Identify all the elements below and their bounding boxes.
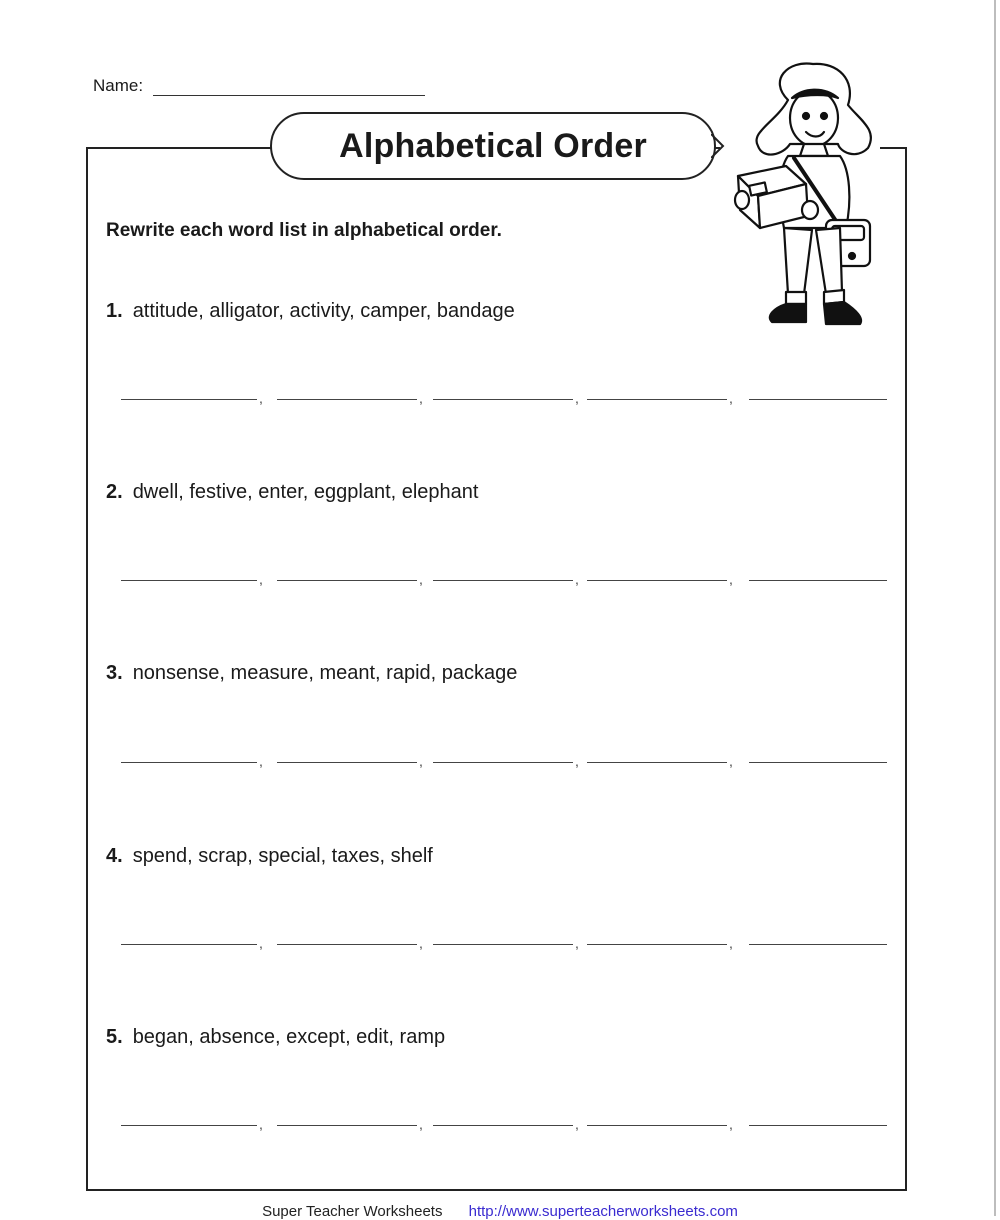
comma-separator: , bbox=[729, 753, 733, 769]
answer-blank[interactable] bbox=[587, 931, 727, 945]
comma-separator: , bbox=[575, 753, 579, 769]
mail-carrier-illustration bbox=[728, 60, 888, 340]
comma-separator: , bbox=[729, 935, 733, 951]
comma-separator: , bbox=[729, 571, 733, 587]
answer-blank[interactable] bbox=[749, 567, 887, 581]
comma-separator: , bbox=[259, 571, 263, 587]
answer-blank[interactable] bbox=[587, 749, 727, 763]
question-number: 4. bbox=[106, 845, 123, 867]
question-5 bbox=[106, 1026, 445, 1049]
question-words: dwell, festive, enter, eggplant, elephant bbox=[132, 481, 479, 503]
comma-separator: , bbox=[575, 390, 579, 406]
answer-blank[interactable] bbox=[277, 1112, 417, 1126]
question-1 bbox=[106, 300, 515, 323]
comma-separator: , bbox=[259, 1116, 263, 1132]
footer-site-name: Super Teacher Worksheets bbox=[262, 1203, 443, 1220]
answer-blank[interactable] bbox=[587, 1112, 727, 1126]
answer-blank[interactable] bbox=[433, 749, 573, 763]
comma-separator: , bbox=[419, 1116, 423, 1132]
page-edge bbox=[994, 0, 996, 1216]
worksheet-title: Alphabetical Order bbox=[270, 112, 716, 180]
answer-blank[interactable] bbox=[121, 567, 257, 581]
question-number: 1. bbox=[106, 300, 123, 322]
comma-separator: , bbox=[259, 390, 263, 406]
instruction-text: Rewrite each word list in alphabetical order. bbox=[106, 220, 502, 241]
page-footer bbox=[0, 1203, 1000, 1220]
name-input-line[interactable] bbox=[153, 77, 425, 96]
answer-blank[interactable] bbox=[277, 567, 417, 581]
comma-separator: , bbox=[419, 571, 423, 587]
answer-blank[interactable] bbox=[433, 931, 573, 945]
comma-separator: , bbox=[419, 390, 423, 406]
answer-blank[interactable] bbox=[587, 567, 727, 581]
question-number: 2. bbox=[106, 481, 123, 503]
question-number: 5. bbox=[106, 1026, 123, 1048]
answer-blank[interactable] bbox=[433, 567, 573, 581]
question-3 bbox=[106, 662, 517, 685]
title-arrow-icon bbox=[711, 134, 725, 158]
name-row bbox=[93, 76, 425, 96]
answer-blank[interactable] bbox=[749, 1112, 887, 1126]
answer-blank[interactable] bbox=[121, 931, 257, 945]
comma-separator: , bbox=[259, 935, 263, 951]
answer-blank[interactable] bbox=[277, 749, 417, 763]
comma-separator: , bbox=[575, 571, 579, 587]
comma-separator: , bbox=[259, 753, 263, 769]
answer-blank[interactable] bbox=[749, 386, 887, 400]
question-number: 3. bbox=[106, 662, 123, 684]
answer-blank[interactable] bbox=[433, 1112, 573, 1126]
answer-blank[interactable] bbox=[121, 749, 257, 763]
question-words: attitude, alligator, activity, camper, bandage bbox=[132, 300, 515, 322]
comma-separator: , bbox=[419, 753, 423, 769]
comma-separator: , bbox=[729, 390, 733, 406]
comma-separator: , bbox=[729, 1116, 733, 1132]
question-words: began, absence, except, edit, ramp bbox=[132, 1026, 446, 1048]
footer-url-link[interactable]: http://www.superteacherworksheets.com bbox=[468, 1203, 738, 1220]
answer-blank[interactable] bbox=[121, 1112, 257, 1126]
comma-separator: , bbox=[575, 1116, 579, 1132]
question-words: spend, scrap, special, taxes, shelf bbox=[132, 845, 433, 867]
comma-separator: , bbox=[419, 935, 423, 951]
comma-separator: , bbox=[575, 935, 579, 951]
answer-blank[interactable] bbox=[277, 931, 417, 945]
answer-blank[interactable] bbox=[121, 386, 257, 400]
answer-blank[interactable] bbox=[277, 386, 417, 400]
name-label: Name: bbox=[93, 76, 144, 95]
question-words: nonsense, measure, meant, rapid, package bbox=[132, 662, 518, 684]
question-4 bbox=[106, 845, 433, 868]
answer-blank[interactable] bbox=[749, 931, 887, 945]
question-2 bbox=[106, 481, 478, 504]
answer-blank[interactable] bbox=[587, 386, 727, 400]
answer-blank[interactable] bbox=[433, 386, 573, 400]
answer-blank[interactable] bbox=[749, 749, 887, 763]
